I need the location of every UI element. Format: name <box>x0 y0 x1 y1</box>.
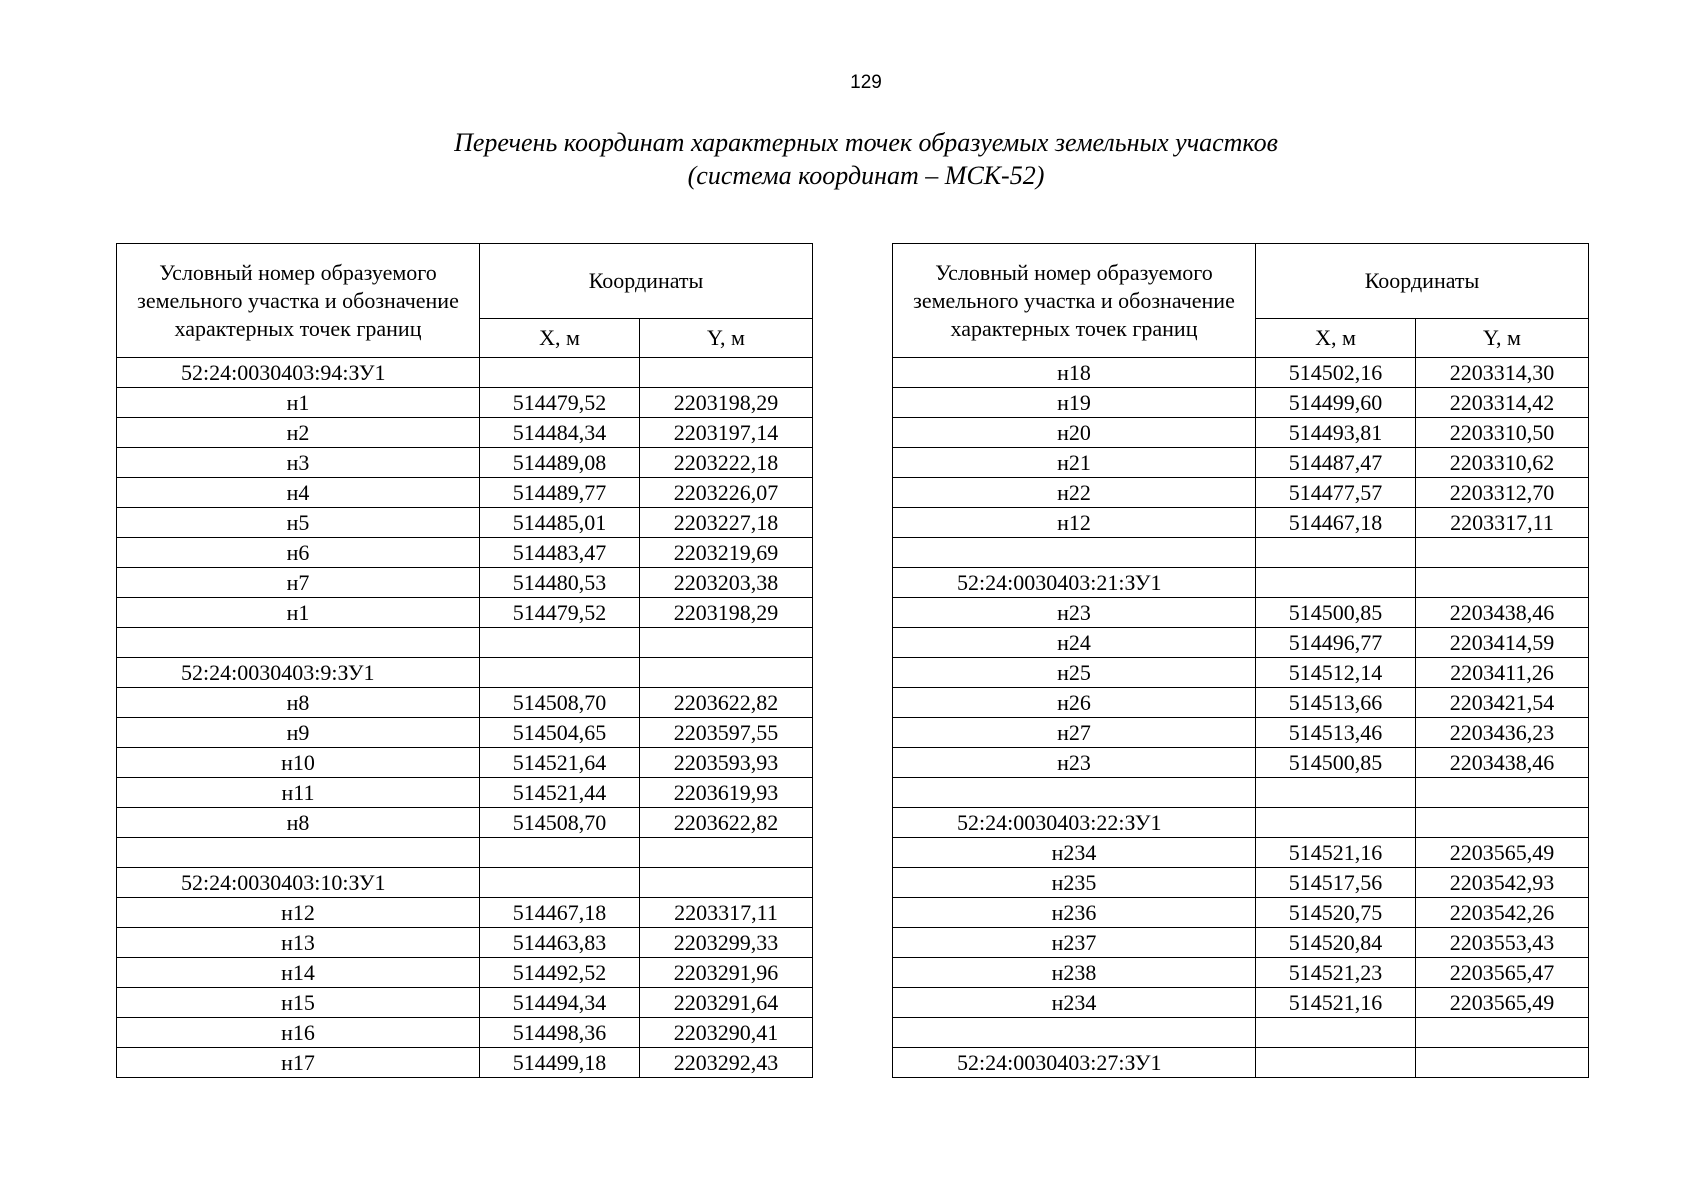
y-coordinate-cell <box>1416 778 1589 808</box>
x-coordinate-cell: 514521,16 <box>1256 838 1416 868</box>
table-row <box>893 448 1589 478</box>
y-coordinate-cell <box>1416 1018 1589 1048</box>
table-row <box>893 988 1589 1018</box>
header-y: Y, м <box>640 319 813 358</box>
point-name-cell: н5 <box>117 508 480 538</box>
table-row <box>117 688 813 718</box>
x-coordinate-cell: 514504,65 <box>480 718 640 748</box>
table-row <box>117 718 813 748</box>
table-row <box>117 388 813 418</box>
point-name-cell: н19 <box>893 388 1256 418</box>
y-coordinate-cell: 2203222,18 <box>640 448 813 478</box>
coordinates-table-left <box>116 243 813 1078</box>
point-name-cell: н7 <box>117 568 480 598</box>
y-coordinate-cell: 2203291,96 <box>640 958 813 988</box>
x-coordinate-cell: 514480,53 <box>480 568 640 598</box>
table-row <box>893 718 1589 748</box>
y-coordinate-cell: 2203314,30 <box>1416 358 1589 388</box>
header-x: X, м <box>1256 319 1416 358</box>
table-row <box>893 568 1589 598</box>
x-coordinate-cell: 514463,83 <box>480 928 640 958</box>
y-coordinate-cell <box>1416 808 1589 838</box>
x-coordinate-cell: 514479,52 <box>480 388 640 418</box>
point-name-cell: н11 <box>117 778 480 808</box>
y-coordinate-cell: 2203292,43 <box>640 1048 813 1078</box>
x-coordinate-cell <box>1256 1018 1416 1048</box>
table-row <box>893 598 1589 628</box>
point-name-cell: н27 <box>893 718 1256 748</box>
header-coordinates: Координаты <box>480 244 813 319</box>
y-coordinate-cell <box>1416 1048 1589 1078</box>
y-coordinate-cell <box>640 868 813 898</box>
point-name-cell <box>893 538 1256 568</box>
table-row <box>117 838 813 868</box>
x-coordinate-cell <box>480 658 640 688</box>
point-name-cell: н9 <box>117 718 480 748</box>
coordinates-table-right <box>892 243 1589 1078</box>
y-coordinate-cell: 2203565,49 <box>1416 988 1589 1018</box>
point-name-cell: н4 <box>117 478 480 508</box>
y-coordinate-cell: 2203565,49 <box>1416 838 1589 868</box>
point-name-cell: н237 <box>893 928 1256 958</box>
point-name-cell: н6 <box>117 538 480 568</box>
table-row <box>893 478 1589 508</box>
table-row <box>893 748 1589 778</box>
point-name-cell: н1 <box>117 598 480 628</box>
point-name-cell: н12 <box>117 898 480 928</box>
table-row <box>893 418 1589 448</box>
y-coordinate-cell: 2203436,23 <box>1416 718 1589 748</box>
table-row <box>893 388 1589 418</box>
y-coordinate-cell: 2203314,42 <box>1416 388 1589 418</box>
table-row <box>893 928 1589 958</box>
x-coordinate-cell: 514508,70 <box>480 808 640 838</box>
header-name: Условный номер образуемого земельного участка и обозначение характерных точек границ <box>893 244 1256 358</box>
table-row <box>117 1018 813 1048</box>
x-coordinate-cell <box>1256 778 1416 808</box>
point-name-cell: н8 <box>117 808 480 838</box>
point-name-cell: 52:24:0030403:94:ЗУ1 <box>117 358 480 388</box>
y-coordinate-cell: 2203622,82 <box>640 808 813 838</box>
x-coordinate-cell: 514517,56 <box>1256 868 1416 898</box>
x-coordinate-cell <box>1256 568 1416 598</box>
x-coordinate-cell: 514499,18 <box>480 1048 640 1078</box>
y-coordinate-cell: 2203291,64 <box>640 988 813 1018</box>
table-row <box>893 358 1589 388</box>
y-coordinate-cell: 2203198,29 <box>640 598 813 628</box>
point-name-cell: 52:24:0030403:27:ЗУ1 <box>893 1048 1256 1078</box>
table-row <box>117 628 813 658</box>
point-name-cell: н13 <box>117 928 480 958</box>
point-name-cell: н24 <box>893 628 1256 658</box>
point-name-cell: н26 <box>893 688 1256 718</box>
y-coordinate-cell <box>640 628 813 658</box>
y-coordinate-cell: 2203203,38 <box>640 568 813 598</box>
x-coordinate-cell: 514500,85 <box>1256 598 1416 628</box>
table-row <box>117 928 813 958</box>
point-name-cell: н235 <box>893 868 1256 898</box>
table-row <box>893 778 1589 808</box>
y-coordinate-cell: 2203553,43 <box>1416 928 1589 958</box>
x-coordinate-cell: 514508,70 <box>480 688 640 718</box>
point-name-cell: н234 <box>893 988 1256 1018</box>
y-coordinate-cell: 2203310,62 <box>1416 448 1589 478</box>
y-coordinate-cell: 2203597,55 <box>640 718 813 748</box>
table-row <box>893 808 1589 838</box>
y-coordinate-cell: 2203622,82 <box>640 688 813 718</box>
header-y: Y, м <box>1416 319 1589 358</box>
x-coordinate-cell <box>1256 538 1416 568</box>
x-coordinate-cell: 514520,84 <box>1256 928 1416 958</box>
table-row <box>893 688 1589 718</box>
table-row <box>117 988 813 1018</box>
x-coordinate-cell: 514512,14 <box>1256 658 1416 688</box>
y-coordinate-cell: 2203310,50 <box>1416 418 1589 448</box>
y-coordinate-cell: 2203421,54 <box>1416 688 1589 718</box>
table-row <box>117 1048 813 1078</box>
y-coordinate-cell: 2203542,26 <box>1416 898 1589 928</box>
point-name-cell: 52:24:0030403:21:ЗУ1 <box>893 568 1256 598</box>
x-coordinate-cell: 514487,47 <box>1256 448 1416 478</box>
point-name-cell: н3 <box>117 448 480 478</box>
x-coordinate-cell: 514483,47 <box>480 538 640 568</box>
point-name-cell: н20 <box>893 418 1256 448</box>
point-name-cell: н18 <box>893 358 1256 388</box>
x-coordinate-cell: 514489,08 <box>480 448 640 478</box>
x-coordinate-cell: 514513,46 <box>1256 718 1416 748</box>
table-row <box>117 808 813 838</box>
y-coordinate-cell: 2203198,29 <box>640 388 813 418</box>
x-coordinate-cell <box>480 838 640 868</box>
y-coordinate-cell <box>640 838 813 868</box>
x-coordinate-cell: 514520,75 <box>1256 898 1416 928</box>
x-coordinate-cell: 514492,52 <box>480 958 640 988</box>
y-coordinate-cell: 2203299,33 <box>640 928 813 958</box>
y-coordinate-cell: 2203312,70 <box>1416 478 1589 508</box>
x-coordinate-cell: 514499,60 <box>1256 388 1416 418</box>
y-coordinate-cell: 2203565,47 <box>1416 958 1589 988</box>
table-row <box>117 478 813 508</box>
y-coordinate-cell: 2203438,46 <box>1416 748 1589 778</box>
point-name-cell: н234 <box>893 838 1256 868</box>
y-coordinate-cell: 2203226,07 <box>640 478 813 508</box>
table-row <box>117 958 813 988</box>
x-coordinate-cell: 514479,52 <box>480 598 640 628</box>
point-name-cell: н22 <box>893 478 1256 508</box>
y-coordinate-cell: 2203619,93 <box>640 778 813 808</box>
table-row <box>893 868 1589 898</box>
x-coordinate-cell: 514467,18 <box>480 898 640 928</box>
y-coordinate-cell <box>640 658 813 688</box>
point-name-cell: н25 <box>893 658 1256 688</box>
point-name-cell: 52:24:0030403:10:ЗУ1 <box>117 868 480 898</box>
table-row <box>117 778 813 808</box>
x-coordinate-cell: 514521,64 <box>480 748 640 778</box>
x-coordinate-cell <box>1256 808 1416 838</box>
point-name-cell: н238 <box>893 958 1256 988</box>
y-coordinate-cell: 2203414,59 <box>1416 628 1589 658</box>
y-coordinate-cell <box>1416 538 1589 568</box>
y-coordinate-cell: 2203219,69 <box>640 538 813 568</box>
point-name-cell: н236 <box>893 898 1256 928</box>
x-coordinate-cell <box>480 358 640 388</box>
y-coordinate-cell <box>640 358 813 388</box>
point-name-cell: н12 <box>893 508 1256 538</box>
table-row <box>893 508 1589 538</box>
header-name: Условный номер образуемого земельного участка и обозначение характерных точек границ <box>117 244 480 358</box>
x-coordinate-cell: 514521,16 <box>1256 988 1416 1018</box>
table-row <box>117 448 813 478</box>
table-row <box>893 958 1589 988</box>
x-coordinate-cell: 514493,81 <box>1256 418 1416 448</box>
table-row <box>117 748 813 778</box>
x-coordinate-cell: 514502,16 <box>1256 358 1416 388</box>
table-row <box>893 1048 1589 1078</box>
x-coordinate-cell: 514521,23 <box>1256 958 1416 988</box>
table-row <box>893 538 1589 568</box>
y-coordinate-cell: 2203411,26 <box>1416 658 1589 688</box>
point-name-cell: 52:24:0030403:22:ЗУ1 <box>893 808 1256 838</box>
title-line-2: (система координат – МСК-52) <box>687 161 1045 190</box>
point-name-cell: н1 <box>117 388 480 418</box>
point-name-cell: н14 <box>117 958 480 988</box>
point-name-cell <box>117 628 480 658</box>
point-name-cell: н21 <box>893 448 1256 478</box>
y-coordinate-cell: 2203542,93 <box>1416 868 1589 898</box>
x-coordinate-cell: 514467,18 <box>1256 508 1416 538</box>
point-name-cell <box>893 1018 1256 1048</box>
page-number: 129 <box>850 72 882 93</box>
x-coordinate-cell: 514485,01 <box>480 508 640 538</box>
x-coordinate-cell: 514477,57 <box>1256 478 1416 508</box>
y-coordinate-cell: 2203317,11 <box>1416 508 1589 538</box>
table-row <box>893 658 1589 688</box>
y-coordinate-cell: 2203593,93 <box>640 748 813 778</box>
point-name-cell: 52:24:0030403:9:ЗУ1 <box>117 658 480 688</box>
table-row <box>117 868 813 898</box>
table-row <box>117 598 813 628</box>
y-coordinate-cell: 2203290,41 <box>640 1018 813 1048</box>
point-name-cell: н16 <box>117 1018 480 1048</box>
point-name-cell: н17 <box>117 1048 480 1078</box>
point-name-cell: н8 <box>117 688 480 718</box>
x-coordinate-cell: 514489,77 <box>480 478 640 508</box>
x-coordinate-cell: 514500,85 <box>1256 748 1416 778</box>
x-coordinate-cell: 514496,77 <box>1256 628 1416 658</box>
y-coordinate-cell: 2203317,11 <box>640 898 813 928</box>
table-row <box>117 568 813 598</box>
x-coordinate-cell: 514521,44 <box>480 778 640 808</box>
x-coordinate-cell <box>1256 1048 1416 1078</box>
point-name-cell: н15 <box>117 988 480 1018</box>
x-coordinate-cell: 514484,34 <box>480 418 640 448</box>
point-name-cell: н2 <box>117 418 480 448</box>
y-coordinate-cell: 2203438,46 <box>1416 598 1589 628</box>
point-name-cell <box>117 838 480 868</box>
x-coordinate-cell <box>480 868 640 898</box>
document-title <box>0 126 1697 192</box>
table-row <box>893 628 1589 658</box>
header-x: X, м <box>480 319 640 358</box>
y-coordinate-cell <box>1416 568 1589 598</box>
point-name-cell: н23 <box>893 598 1256 628</box>
point-name-cell: н23 <box>893 748 1256 778</box>
point-name-cell: н10 <box>117 748 480 778</box>
header-coordinates: Координаты <box>1256 244 1589 319</box>
table-row <box>117 538 813 568</box>
title-line-1: Перечень координат характерных точек образуемых земельных участков <box>454 128 1278 157</box>
y-coordinate-cell: 2203227,18 <box>640 508 813 538</box>
table-row <box>893 898 1589 928</box>
x-coordinate-cell <box>480 628 640 658</box>
table-row <box>117 358 813 388</box>
x-coordinate-cell: 514494,34 <box>480 988 640 1018</box>
point-name-cell <box>893 778 1256 808</box>
x-coordinate-cell: 514513,66 <box>1256 688 1416 718</box>
table-row <box>117 508 813 538</box>
table-row <box>117 658 813 688</box>
table-row <box>117 418 813 448</box>
table-row <box>117 898 813 928</box>
table-row <box>893 838 1589 868</box>
table-row <box>893 1018 1589 1048</box>
x-coordinate-cell: 514498,36 <box>480 1018 640 1048</box>
y-coordinate-cell: 2203197,14 <box>640 418 813 448</box>
